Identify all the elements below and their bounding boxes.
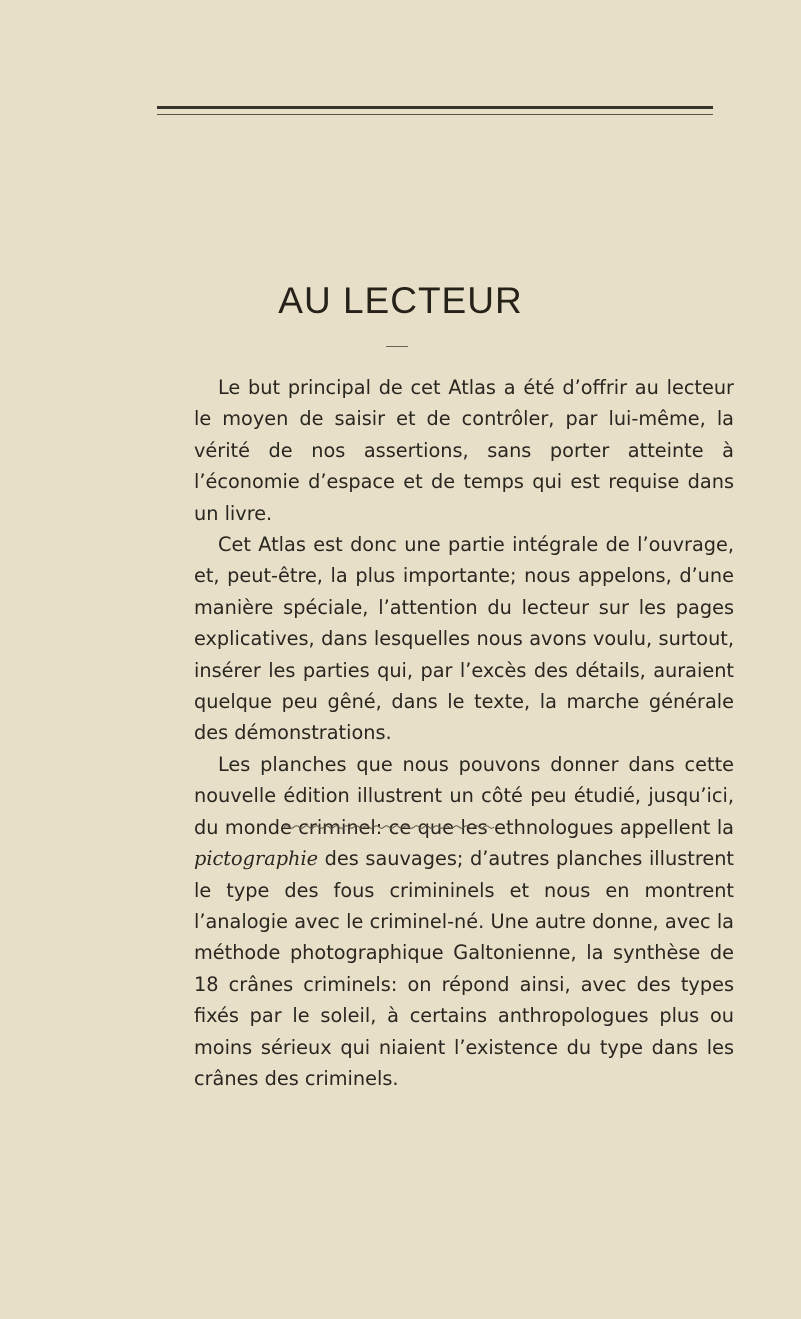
top-rule-thin: [157, 114, 713, 115]
page-title: AU LECTEUR: [278, 280, 523, 321]
paragraph-1: [194, 372, 734, 529]
paragraph-3: [194, 749, 734, 1094]
paragraph-2: [194, 529, 734, 749]
paragraph-1-text: Le but principal de cet Atlas a été d’offrir au lecteur le moyen de saisir et de contrôler, par lui-même, la vérité de nos assertions, sans porter atteinte à l’économie d’espace et de temps qui est requise dans un livre.: [194, 376, 734, 525]
paragraph-2-text: Cet Atlas est donc une partie intégrale de l’ouvrage, et, peut-être, la plus importante; nous appelons, d’une manière spéciale, l’attention du lecteur sur les pages explicatives, dans lesquelles nous avons voulu, surtout, insérer les parties qui, par l’excès des détails, auraient quelque peu gêné, dans le texte, la marche générale des démonstrations.: [194, 533, 734, 745]
top-rule-thick: [157, 106, 713, 109]
paragraph-3-text-before: Les planches que nous pouvons donner dans cette nouvelle édition illustrent un côté peu étudié, jusqu’ici, du monde criminel: ce que les ethnologues appellent la: [194, 752, 734, 839]
bottom-wavy-rule: [284, 824, 495, 830]
top-double-rule: [157, 106, 713, 118]
title-separator-dash: [386, 346, 408, 347]
paragraph-3-text-after: des sauvages; d’autres planches illustrent le type des fous crimininels et nous en montrent l’analogie avec le criminel-né. Une autre donne, avec la méthode photographique Galtonienne, la synthèse de 18 crânes criminels: on répond ainsi, avec des types fixés par le soleil, à certains anthropologues plus ou moins sérieux qui niaient l’existence du type dans les crânes des criminels.: [194, 847, 734, 1090]
body-text: [194, 372, 734, 1094]
paragraph-3-emphasis: pictographie: [194, 847, 319, 871]
